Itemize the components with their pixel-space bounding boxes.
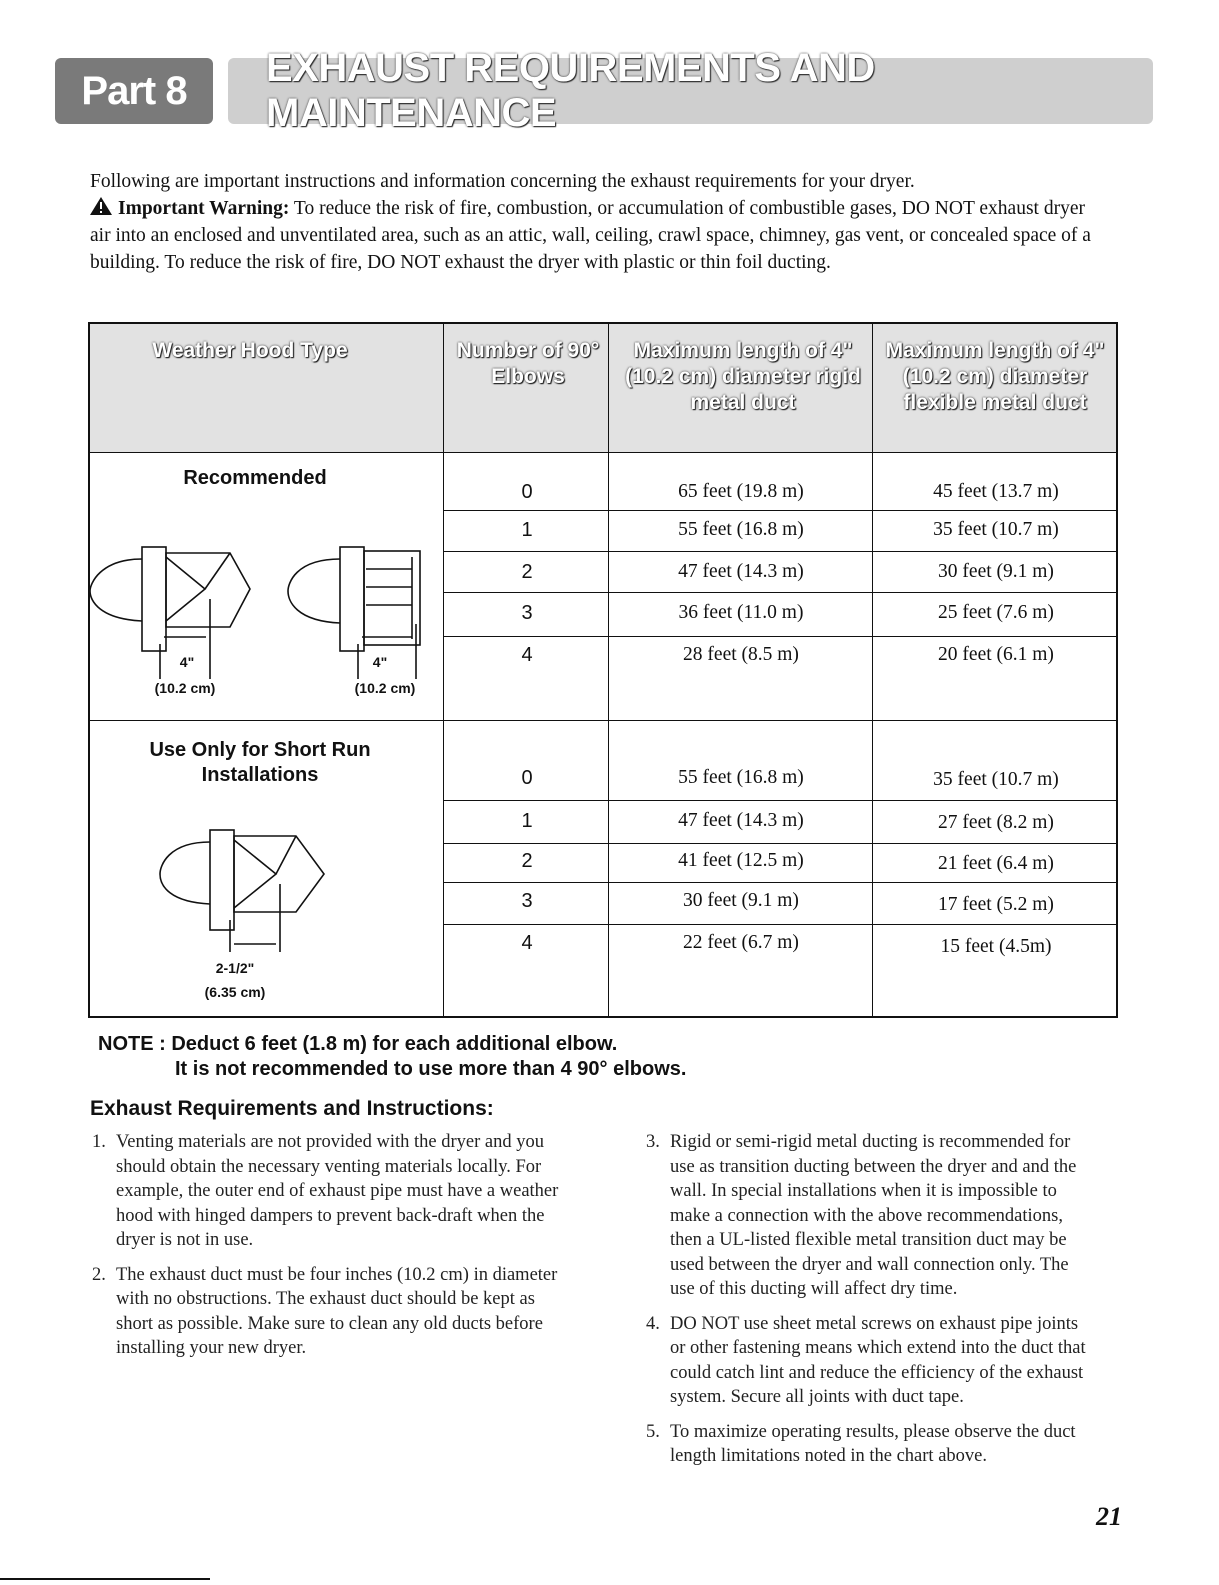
instructions-left-column xyxy=(92,1130,562,1371)
section-title-text: EXHAUST REQUIREMENTS AND MAINTENANCE xyxy=(266,46,875,135)
dim-label-a: 4" xyxy=(179,654,195,670)
short-run-hood-illustration xyxy=(140,824,390,964)
list-item xyxy=(646,1130,1091,1302)
flexible-cell: 21 feet (6.4 m) xyxy=(938,853,1054,874)
list-item xyxy=(92,1263,562,1361)
rigid-cell: 47 feet (14.3 m) xyxy=(678,561,804,582)
col-divider xyxy=(443,324,444,1016)
dim-metric-b: (10.2 cm) xyxy=(354,680,416,696)
flexible-cell: 20 feet (6.1 m) xyxy=(938,644,1054,665)
elbows-cell: 4 xyxy=(521,932,533,954)
item-text: Venting materials are not provided with the dryer and you should obtain the necessary venting materials locally. For example, the outer end of exhaust pipe must have a weather hood with hinged dampers to prevent back-draft when the dryer is not in use. xyxy=(116,1132,559,1250)
note-line-2: It is not recommended to use more than 4 90° elbows. xyxy=(175,1058,687,1080)
dim-label-b: 4" xyxy=(372,654,388,670)
table-header xyxy=(90,324,1116,453)
warning-paragraph xyxy=(90,195,1110,276)
dim-metric-a: (10.2 cm) xyxy=(154,680,216,696)
elbows-cell: 2 xyxy=(521,561,533,583)
elbows-cell: 3 xyxy=(521,890,533,912)
elbows-cell: 0 xyxy=(521,481,533,503)
flexible-cell: 17 feet (5.2 m) xyxy=(938,894,1054,915)
flexible-cell: 15 feet (4.5m) xyxy=(940,936,1052,957)
row-divider xyxy=(443,882,1116,883)
page-number: 21 xyxy=(1096,1502,1122,1531)
rigid-cell: 47 feet (14.3 m) xyxy=(678,810,804,831)
recommended-label: Recommended xyxy=(183,467,327,489)
item-number: 1. xyxy=(92,1132,106,1152)
elbows-cell: 3 xyxy=(521,602,533,624)
intro-line: Following are important instructions and information concerning the exhaust requirements for your dryer. xyxy=(90,171,915,192)
rigid-cell: 55 feet (16.8 m) xyxy=(678,767,804,788)
rigid-cell: 22 feet (6.7 m) xyxy=(683,932,799,953)
instructions-heading: Exhaust Requirements and Instructions: xyxy=(90,1097,494,1120)
elbows-cell: 2 xyxy=(521,850,533,872)
dim-label-short: 2-1/2" xyxy=(215,960,255,976)
rigid-cell: 30 feet (9.1 m) xyxy=(683,890,799,911)
item-number: 5. xyxy=(646,1421,660,1442)
row-divider xyxy=(443,551,1116,552)
row-divider xyxy=(443,800,1116,801)
flexible-cell: 35 feet (10.7 m) xyxy=(933,519,1059,540)
row-divider xyxy=(443,924,1116,925)
item-number: 3. xyxy=(646,1132,660,1152)
item-text: The exhaust duct must be four inches (10.2 cm) in diameter with no obstructions. The exhaust duct should be kept as short as possible. Make sure to clean any old ducts before installing your new dryer. xyxy=(116,1264,558,1358)
row-divider xyxy=(443,636,1116,637)
warning-label: Important Warning: xyxy=(118,198,290,219)
rigid-cell: 36 feet (11.0 m) xyxy=(678,602,804,623)
rigid-cell: 65 feet (19.8 m) xyxy=(678,481,804,502)
flexible-cell: 35 feet (10.7 m) xyxy=(933,769,1059,790)
instructions-right-column xyxy=(646,1130,1091,1479)
row-divider xyxy=(443,592,1116,593)
item-text: To maximize operating results, please observe the duct length limitations noted in the chart above. xyxy=(670,1421,1076,1466)
item-number: 4. xyxy=(646,1313,660,1334)
flexible-cell: 45 feet (13.7 m) xyxy=(933,481,1059,502)
warning-triangle-icon xyxy=(90,197,112,215)
header-hood-type: Weather Hood Type xyxy=(152,339,348,362)
rigid-cell: 41 feet (12.5 m) xyxy=(678,850,804,871)
flexible-cell: 27 feet (8.2 m) xyxy=(938,812,1054,833)
list-item xyxy=(92,1130,562,1253)
item-text: DO NOT use sheet metal screws on exhaust pipe joints or other fastening means which extend into the duct that could catch lint and reduce the efficiency of the exhaust system. Secure all joints with duct tape. xyxy=(670,1313,1086,1407)
item-number: 2. xyxy=(92,1264,106,1285)
list-item xyxy=(646,1420,1091,1469)
short-run-label: Use Only for Short Run Installations xyxy=(149,739,371,786)
rigid-cell: 55 feet (16.8 m) xyxy=(678,519,804,540)
warning-text: To reduce the risk of fire, combustion, or accumulation of combustible gases, DO NOT exhaust dryer air into an enclosed and unventilated area, such as an attic, wall, ceiling, crawl space, chimney, gas vent, or concealed space of a building. To reduce the risk of fire, DO NOT exhaust the dryer with plastic or thin foil ducting. xyxy=(90,198,1091,273)
note-line-1: NOTE : Deduct 6 feet (1.8 m) for each additional elbow. xyxy=(98,1033,618,1055)
part-label: Part 8 xyxy=(81,68,187,113)
section-divider xyxy=(90,720,1116,721)
elbows-cell: 1 xyxy=(521,519,533,541)
item-text: Rigid or semi-rigid metal ducting is recommended for use as transition ducting between the dryer and and the wall. In special installations when it is impossible to make a connection with the above recommendations, then a UL-listed flexible metal transition duct may be used between the dryer and wall connection only. The use of this ducting will affect dry time. xyxy=(670,1132,1077,1299)
elbows-cell: 0 xyxy=(521,767,533,789)
flexible-cell: 30 feet (9.1 m) xyxy=(938,561,1054,582)
header-flexible: Maximum length of 4" (10.2 cm) diameter flexible metal duct xyxy=(885,339,1105,414)
elbows-cell: 1 xyxy=(521,810,533,832)
intro-text xyxy=(90,168,1110,276)
exhaust-length-table xyxy=(88,322,1118,1018)
header-rigid: Maximum length of 4" (10.2 cm) diameter rigid metal duct xyxy=(625,339,861,414)
col-divider xyxy=(872,324,873,1016)
list-item xyxy=(646,1312,1091,1410)
header-elbows: Number of 90° Elbows xyxy=(456,339,600,388)
elbows-cell: 4 xyxy=(521,644,533,666)
part-badge xyxy=(55,58,213,124)
flexible-cell: 25 feet (7.6 m) xyxy=(938,602,1054,623)
rigid-cell: 28 feet (8.5 m) xyxy=(683,644,799,665)
dim-metric-short: (6.35 cm) xyxy=(204,984,266,1000)
row-divider xyxy=(443,510,1116,511)
section-title xyxy=(228,46,1153,135)
footer-rule xyxy=(0,1578,210,1580)
row-divider xyxy=(443,843,1116,844)
